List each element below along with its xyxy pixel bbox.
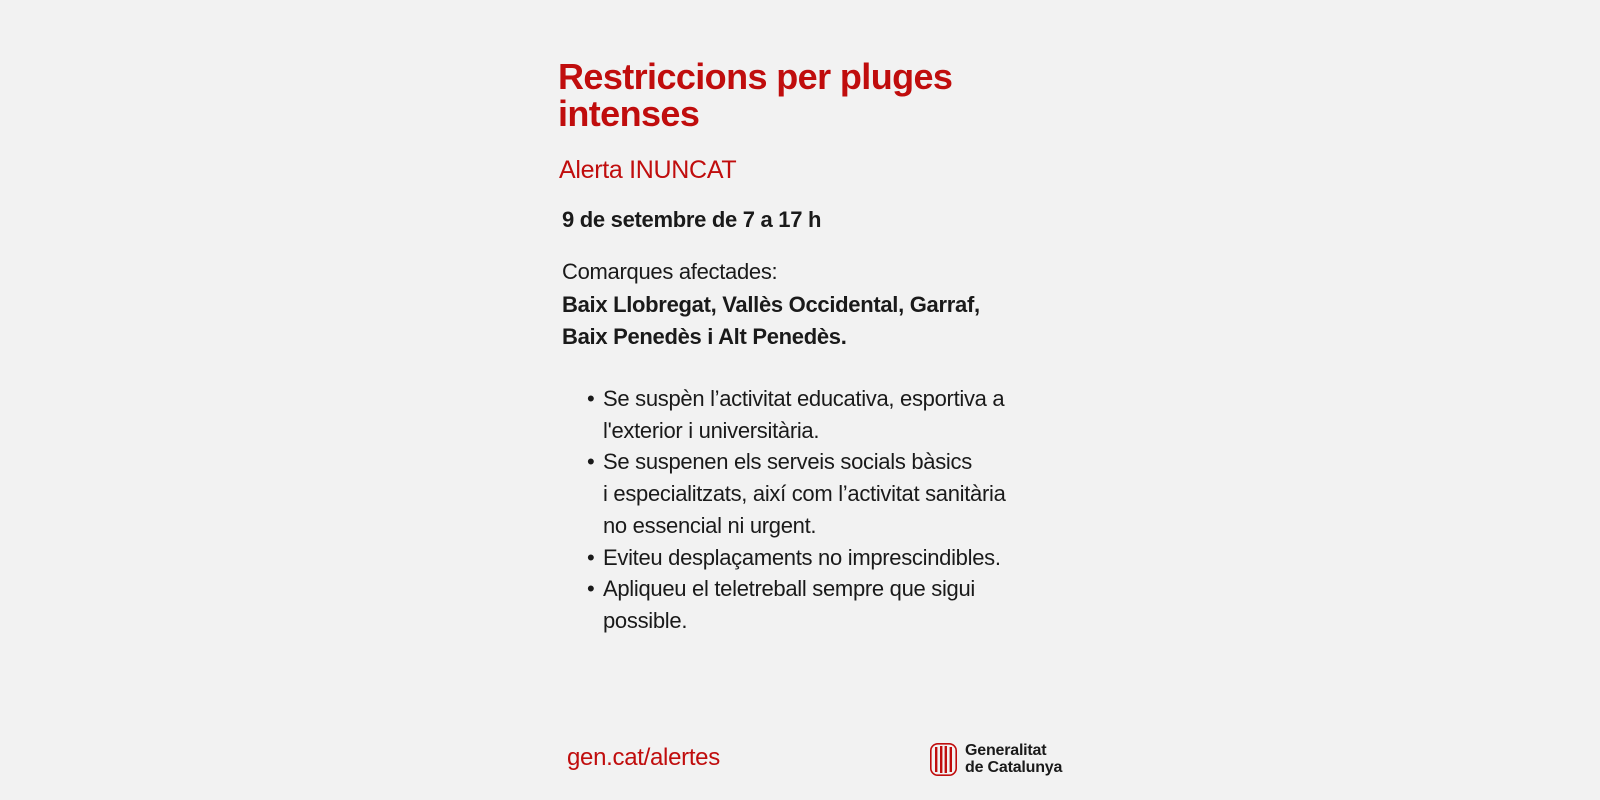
measure-line: l'exterior i universitària. (603, 417, 820, 443)
alerts-link[interactable]: gen.cat/alertes (567, 744, 720, 771)
page-title-line1: Restriccions per pluges (558, 56, 953, 97)
alert-date: 9 de setembre de 7 a 17 h (562, 207, 822, 232)
measure-line: no essencial ni urgent. (603, 512, 817, 538)
affected-regions-list (562, 289, 1082, 352)
logo-text-line1: Generalitat (965, 742, 1047, 759)
measure-line: Se suspenen els serveis socials bàsics (603, 449, 972, 475)
bullet-icon: • (587, 449, 595, 475)
list-item (562, 573, 1062, 636)
logo-text-line2: de Catalunya (965, 759, 1063, 776)
list-item (562, 446, 1062, 541)
measures-list (562, 383, 1062, 637)
measure-line: Apliqueu el teletreball sempre que sigui (603, 576, 976, 602)
measure-line: Se suspèn l’activitat educativa, esportiva a (603, 386, 1005, 411)
list-item (562, 383, 1062, 446)
logo-text (965, 742, 1062, 776)
generalitat-logo (930, 742, 1062, 776)
measure-line: possible. (603, 607, 688, 633)
affected-regions-line1: Baix Llobregat, Vallès Occidental, Garraf, (562, 292, 980, 317)
list-item (562, 542, 1062, 574)
page-title (558, 58, 1028, 132)
affected-regions-line2: Baix Penedès i Alt Penedès. (562, 323, 847, 349)
affected-regions-label: Comarques afectades: (562, 259, 778, 284)
measure-line: i especialitzats, així com l’activitat sanitària (603, 481, 1006, 507)
generalitat-stripes-icon (930, 743, 957, 776)
page-title-line2: intenses (558, 93, 700, 134)
bullet-icon: • (587, 576, 595, 602)
measure-line: Eviteu desplaçaments no imprescindibles. (603, 544, 1001, 570)
bullet-icon: • (587, 544, 595, 570)
bullet-icon: • (587, 386, 595, 411)
alert-subtitle: Alerta INUNCAT (559, 156, 737, 184)
